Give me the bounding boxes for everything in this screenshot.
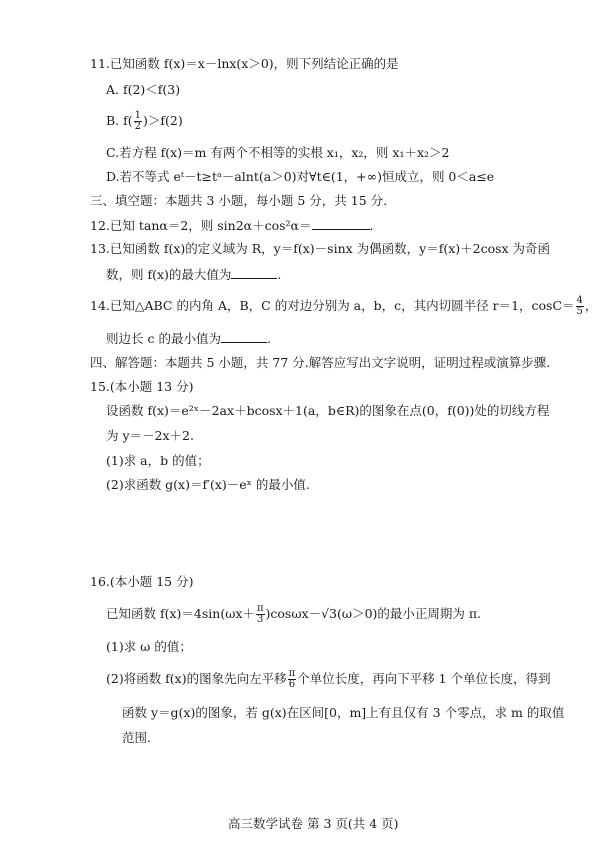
fraction-denominator: 3 xyxy=(257,614,264,625)
fraction-numerator: 4 xyxy=(576,295,583,306)
q16-heading: 16.(本小题 15 分) xyxy=(90,574,194,589)
q12-answer-blank xyxy=(312,217,370,230)
q15-heading: 15.(本小题 13 分) xyxy=(90,379,194,394)
q11-option-b-fraction xyxy=(134,111,142,132)
q16-line4: 范围. xyxy=(122,730,151,745)
fraction-denominator: 5 xyxy=(576,306,583,317)
q16-part1: (1)求 ω 的值； xyxy=(106,639,192,654)
q15-part1: (1)求 a，b 的值； xyxy=(106,453,210,468)
q15-line2: 为 y＝－2x＋2. xyxy=(106,428,194,443)
section-3-heading: 三、填空题：本题共 3 小题，每小题 5 分，共 15 分. xyxy=(90,193,388,208)
q13-line1: 13.已知函数 f(x)的定义域为 R，y＝f(x)－sinx 为偶函数，y＝f(x)＋2cosx 为奇函 xyxy=(90,241,551,256)
section-4-heading: 四、解答题：本题共 5 小题，共 77 分.解答应写出文字说明，证明过程或演算步骤. xyxy=(90,355,551,370)
q14-end: . xyxy=(266,331,271,346)
q16-line1 xyxy=(106,604,481,625)
q16-part2-text: (2)将函数 f(x)的图象先向左平移 xyxy=(106,671,287,686)
q11-option-d: D.若不等式 eᵗ－t≥tᵃ－alnt(a＞0)对∀t∈(1，+∞)恒成立，则 0＜a≤e xyxy=(106,169,495,184)
q12-end: . xyxy=(369,218,374,233)
q16-pi-over-6 xyxy=(288,669,297,690)
q15-part2: (2)求函数 g(x)＝f′(x)－eˣ 的最小值. xyxy=(106,477,310,492)
fraction-denominator: 2 xyxy=(134,121,142,132)
q16-line3: 函数 y＝g(x)的图象，若 g(x)在区间[0，m]上有且仅有 3 个零点，求 m 的取值 xyxy=(122,705,565,720)
page-footer: 高三数学试卷 第 3 页(共 4 页) xyxy=(228,816,399,831)
fraction-numerator: π xyxy=(288,668,296,679)
q11-option-a: A. f(2)＜f(3) xyxy=(106,82,181,97)
q14-text: 14.已知△ABC 的内角 A，B，C 的对边分别为 a，b，c，其内切圆半径 r＝1，cosC＝ xyxy=(90,298,575,313)
fraction-denominator: 6 xyxy=(288,679,296,690)
q13-line2 xyxy=(106,266,281,283)
q15-line1: 设函数 f(x)＝e²ˣ－2ax＋bcosx＋1(a，b∈R)的图象在点(0，f(0))处的切线方程 xyxy=(106,403,550,418)
q16-text-cont: )cosωx－√3(ω＞0)的最小正周期为 π. xyxy=(265,606,482,621)
q13-end: . xyxy=(277,267,282,282)
q14-text2: 则边长 c 的最小值为 xyxy=(106,331,221,346)
q16-part2-cont: 个单位长度，再向下平移 1 个单位长度，得到 xyxy=(297,671,551,686)
q11-option-b-suffix: )＞f(2) xyxy=(143,113,183,128)
q16-pi-over-3 xyxy=(256,604,265,625)
q14-comma: ， xyxy=(584,298,598,313)
q13-text: 数，则 f(x)的最大值为 xyxy=(106,267,232,282)
fraction-numerator: π xyxy=(256,603,264,614)
q14-answer-blank xyxy=(221,330,267,343)
q12-text: 12.已知 tanα＝2，则 sin2α＋cos²α＝ xyxy=(90,218,312,233)
q13-answer-blank xyxy=(231,266,277,279)
q11-option-b xyxy=(106,111,183,132)
q14-line1 xyxy=(90,296,597,317)
q16-text: 已知函数 f(x)＝4sin(ωx＋ xyxy=(106,606,255,621)
q14-cos-fraction xyxy=(576,296,584,317)
q14-line2 xyxy=(106,330,271,347)
fraction-numerator: 1 xyxy=(134,110,142,121)
q11-option-c: C.若方程 f(x)＝m 有两个不相等的实根 x₁，x₂，则 x₁＋x₂＞2 xyxy=(106,145,450,160)
q12 xyxy=(90,217,373,234)
q11-option-b-prefix: B. f( xyxy=(106,113,133,128)
q11-stem: 11.已知函数 f(x)＝x－lnx(x＞0)，则下列结论正确的是 xyxy=(90,56,399,71)
q16-part2 xyxy=(106,669,551,690)
